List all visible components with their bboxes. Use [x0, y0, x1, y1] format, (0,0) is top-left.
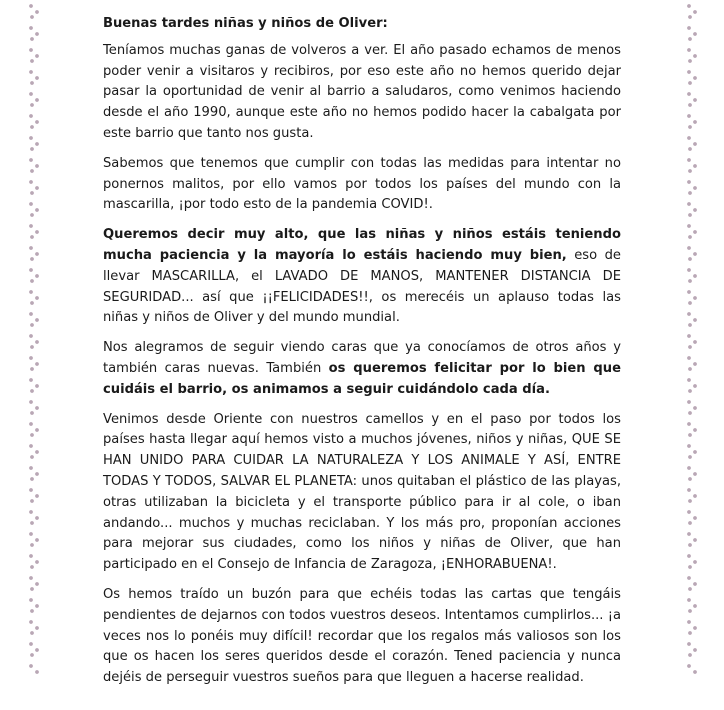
decorative-dotted-border-left: [26, 0, 44, 675]
paragraph-7-partial: [103, 698, 621, 710]
paragraph-4-text: Nos alegramos de seguir viendo caras que ya conocíamos de otros años y también caras nuevas. También: [103, 340, 621, 376]
paragraph-4: [103, 338, 621, 400]
decorative-dotted-border-right: [684, 0, 702, 675]
paragraph-3-text: eso de llevar MASCARILLA, el LAVADO DE MANOS, MANTENER DISTANCIA DE SEGURIDAD... así que ¡¡FELICIDADES!!, os merecéis un aplauso todas las niñas y niños de Oliver y del mundo mundial.: [103, 247, 621, 326]
paragraph-3-bold: Queremos decir muy alto, que las niñas y niños estáis teniendo mucha paciencia y la mayoría lo estáis haciendo muy bien,: [103, 227, 621, 263]
paragraph-1: Teníamos muchas ganas de volveros a ver. El año pasado echamos de menos poder venir a visitaros y recibiros, por eso este año no hemos querido dejar pasar la oportunidad de venir al barrio a saludaros, como venimos haciendo desde el año 1990, aunque este año no hemos podido hacer la cabalgata por este barrio que tanto nos gusta.: [103, 42, 621, 141]
paragraph-4-bold: os queremos felicitar por lo bien que cuidáis el barrio, os animamos a seguir cuidándolo cada día.: [103, 360, 621, 397]
paragraph-6: Os hemos traído un buzón para que echéis todas las cartas que tengáis pendientes de dejarnos con todos vuestros deseos. Intentamos cumplirlos... ¡a veces nos lo ponéis muy difícil! recordar que los regalos más valiosos son los que os hacen los seres queridos desde el corazón. Tened paciencia y nunca dejéis de perseguir vuestros sueños para que lleguen a hacerse realidad.: [103, 586, 621, 686]
letter-body: [103, 14, 621, 710]
paragraph-2: Sabemos que tenemos que cumplir con todas las medidas para intentar no ponernos malitos, por ello vamos por todos los países del mundo con la mascarilla, ¡por todo esto de la pandemia COVID!.: [103, 155, 621, 213]
paragraph-3: [103, 225, 621, 329]
letter-greeting: Buenas tardes niñas y niños de Oliver:: [103, 16, 388, 31]
paragraph-5: Venimos desde Oriente con nuestros camellos y en el paso por todos los países hasta llegar aquí hemos visto a muchos jóvenes, niños y niñas, QUE SE HAN UNIDO PARA CUIDAR LA NATURALEZA Y LOS ANIMALE Y ASÍ, ENTRE TODAS Y TODOS, SALVAR EL PLANETA: unos quitaban el plástico de las playas, otras utilizaban la bicicleta y el transporte público para ir al cole, o iban andando... muchos y muchas reciclaban. Y los más pro, proponían acciones para mejorar sus ciudades, como los niños y niñas de Oliver, que han participado en el Consejo de Infancia de Zaragoza, ¡ENHORABUENA!.: [103, 411, 621, 573]
